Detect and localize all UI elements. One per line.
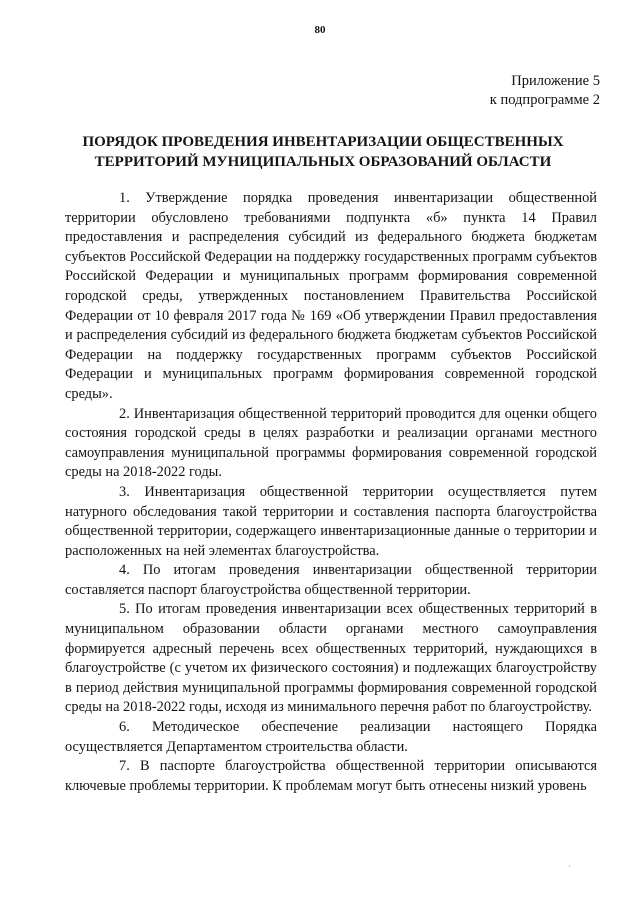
- paragraph-2: 2. Инвентаризация общественной территорий проводится для оценки общего состояния городской среды в целях разработки и реализации органами местного самоуправления муниципальной программы формирования современной городской среды на 2018-2022 годы.: [65, 405, 597, 481]
- page-number: 80: [314, 24, 326, 36]
- scan-dot-mark: ·: [568, 862, 571, 871]
- paragraph-3: 3. Инвентаризация общественной территории осуществляется путем натурного обследования такой территории и составления паспорта благоустройства общественной территории, содержащего инвентаризационные данные о территории и расположенных на ней элементах благоустройства.: [65, 483, 597, 559]
- appendix-line-2: к подпрограмме 2: [489, 92, 600, 108]
- paragraph-4: 4. По итогам проведения инвентаризации общественной территории составляется паспорт благоустройства общественной территории.: [65, 562, 597, 598]
- document-title: [40, 132, 606, 172]
- appendix-label: [490, 72, 600, 110]
- paragraph-5: 5. По итогам проведения инвентаризации всех общественных территорий в муниципальном образовании области органами местного самоуправления формируется адресный перечень всех общественных территорий, нуждающихся в благоустройстве (с учетом их физического состояния) и подлежащих благоустройству в период действия муниципальной программы формирования современной городской среды на 2018-2022 годы, исходя из минимального перечня работ по благоустройству.: [65, 601, 597, 716]
- appendix-line-1: Приложение 5: [511, 73, 600, 89]
- title-line-1: ПОРЯДОК ПРОВЕДЕНИЯ ИНВЕНТАРИЗАЦИИ ОБЩЕСТВЕННЫХ: [82, 134, 564, 150]
- title-line-2: ТЕРРИТОРИЙ МУНИЦИПАЛЬНЫХ ОБРАЗОВАНИЙ ОБЛАСТИ: [94, 154, 552, 170]
- document-body: [65, 189, 597, 796]
- paragraph-7: 7. В паспорте благоустройства общественной территории описываются ключевые проблемы территории. К проблемам могут быть отнесены низкий уровень: [65, 758, 597, 794]
- paragraph-6: 6. Методическое обеспечение реализации настоящего Порядка осуществляется Департаментом строительства области.: [65, 719, 597, 755]
- paragraph-1: 1. Утверждение порядка проведения инвентаризации общественной территории обусловлено требованиями подпункта «б» пункта 14 Правил предоставления и распределения субсидий из федерального бюджета бюджетам субъектов Российской Федерации на поддержку государственных программ субъектов Российской Федерации и муниципальных программ формирования современной городской среды, утвержденных постановлением Правительства Российской Федерации от 10 февраля 2017 года № 169 «Об утверждении Правил предоставления и распределения субсидий из федерального бюджета бюджетам субъектов Российской Федерации на поддержку государственных программ субъектов Российской Федерации и муниципальных программ формирования современной городской среды».: [65, 190, 597, 402]
